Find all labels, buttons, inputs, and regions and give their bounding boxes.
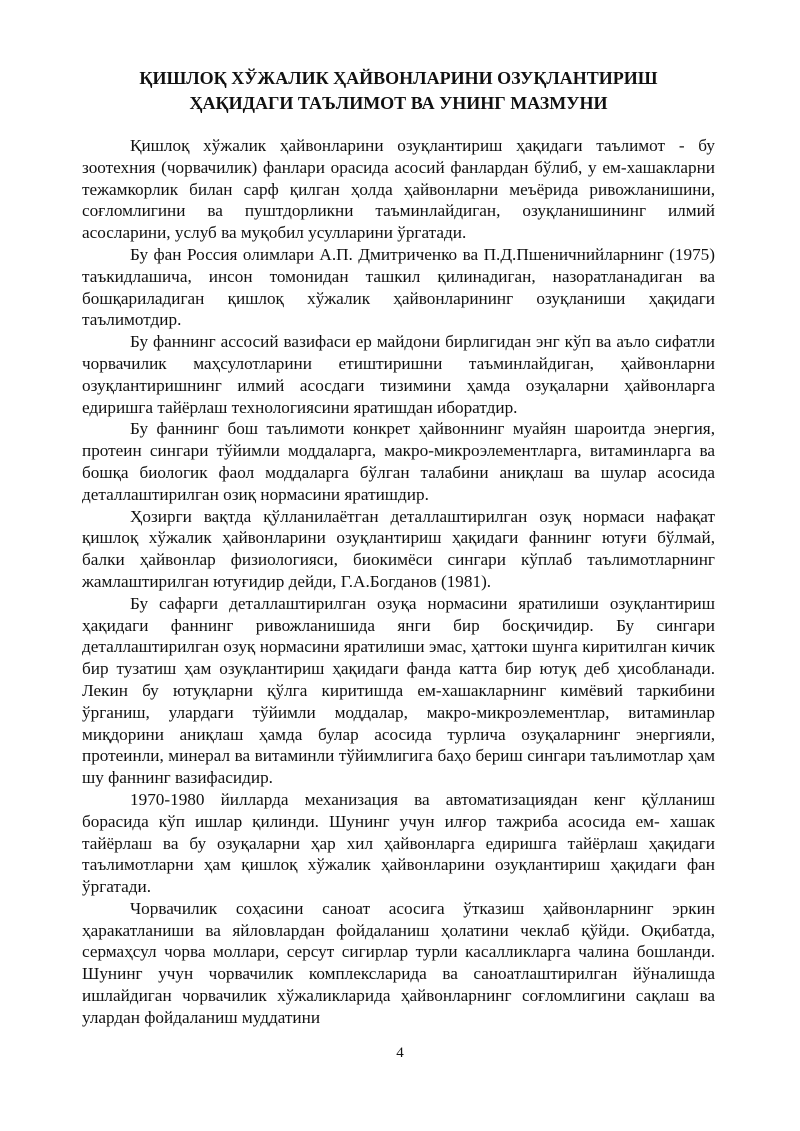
paragraph: Бу фаннинг ассосий вазифаси ер майдони бирлигидан энг кўп ва аъло сифатли чорвачилик маҳсулотларини етиштиришни таъминлайдиган, ҳайвонларни озуқлантиришнинг илмий асосдаги тизимини ҳамда озуқаларни ҳайвонларга едиришга тайёрлаш технологиясини яратишдан иборатдир. [82,332,715,417]
title-line-2: ҲАҚИДАГИ ТАЪЛИМОТ ВА УНИНГ МАЗМУНИ [189,93,608,113]
paragraph: Бу сафарги деталлаштирилган озуқа нормасини яратилиши озуқлантириш ҳақидаги фаннинг ривожланишида янги бир босқичидир. Бу сингари деталлаштирилган озуқ нормасини яратилиши эмас, ҳаттоки шунга киритилган кичик бир тузатиш ҳам озуқлантириш ҳақидаги фанда катта бир ютуқ деб ҳисобланади. Лекин бу ютуқларни қўлга киритишда ем-хашакларнинг кимёвий таркибини ўрганиш, улардаги тўйимли моддалар, макро-микроэлементлар, витаминлар миқдорини аниқлаш ҳамда булар асосида турлича озуқаларнинг энергияли, протеинли, минерал ва витаминли тўйимлигига баҳо бериш сингари таълимотлар ҳам шу фаннинг вазифасидир. [82,593,715,788]
title-line-1: ҚИШЛОҚ ХЎЖАЛИК ҲАЙВОНЛАРИНИ ОЗУҚЛАНТИРИШ [139,68,658,88]
document-page [82,66,715,1029]
page-number: 4 [396,1045,404,1061]
paragraph: Бу фаннинг бош таълимоти конкрет ҳайвоннинг муайян шароитда энергия, протеин сингари тўйимли моддаларга, макро-микроэлементларга, витаминларга ва бошқа биологик фаол моддаларга бўлган талабини аниқлаш ва шулар асосида деталлаштирилган озиқ нормасини яратишдир. [82,419,715,504]
paragraph: Чорвачилик соҳасини саноат асосига ўтказиш ҳайвонларнинг эркин ҳаракатланиши ва яйловлардан фойдаланиш ҳолатини чеклаб қўйди. Оқибатда, сермаҳсул чорва моллари, серсут сигирлар турли касалликларга чалина бошланди. Шунинг учун чорвачилик комплексларида ва саноатлаштирилган йўналишда ишлайдиган чорвачилик хўжаликларида ҳайвонларнинг соғломлигини сақлаш ва улардан фойдаланиш муддатини [82,898,715,1027]
paragraph: Қишлоқ хўжалик ҳайвонларини озуқлантириш ҳақидаги таълимот - бу зоотехния (чорвачилик) фанлари орасида асосий фанлардан бўлиб, у ем-хашакларни тежамкорлик билан сарф қилган ҳолда ҳайвонларни меъёрида ривожланишини, соғломлигини ва пуштдорликни таъминлайдиган, озуқланишининг илмий асосларини, услуб ва муқобил усулларини ўргатади. [82,136,715,243]
document-title [82,66,715,116]
paragraph: Бу фан Россия олимлари А.П. Дмитриченко ва П.Д.Пшеничнийларнинг (1975) таъкидлашича, инсон томонидан ташкил қилинадиган, назоратланадиган ва бошқариладиган қишлоқ хўжалик ҳайвонларининг озуқланиши ҳақидаги таълимотдир. [82,244,715,330]
paragraph: 1970-1980 йилларда механизация ва автоматизациядан кенг қўлланиш борасида кўп ишлар қилинди. Шунинг учун илғор тажриба асосида ем- хашак тайёрлаш ва бу озуқаларни ҳар хил ҳайвонларга едиришга тайёрлаш ҳақидаги таълимотларни ҳам қишлоқ хўжалик ҳайвонларини озуқлантириш ҳақидаги фан ўргатади. [82,789,715,897]
paragraph: Ҳозирги вақтда қўлланилаётган деталлаштирилган озуқ нормаси нафақат қишлоқ хўжалик ҳайвонларини озуқлантириш ҳақидаги фаннинг ютуғи бўлмай, балки ҳайвонлар физиологияси, биокимёси сингари кўплаб таълимотларнинг жамлаштирилган ютуғидир дейди, Г.А.Богданов (1981). [82,506,715,591]
